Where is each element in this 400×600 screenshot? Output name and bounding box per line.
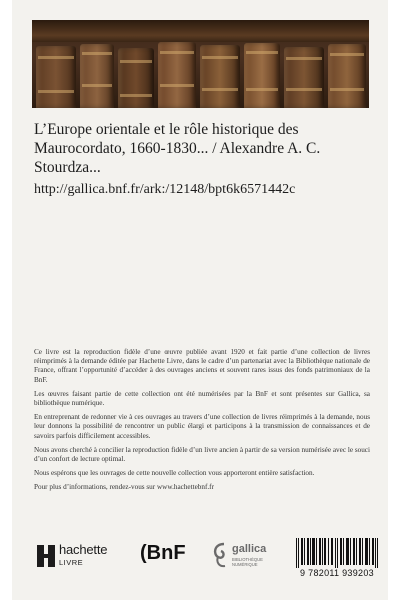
hachette-mark-icon bbox=[36, 544, 56, 568]
book-spine bbox=[158, 42, 196, 108]
hachette-sub: LIVRE bbox=[59, 558, 84, 567]
back-cover bbox=[12, 0, 388, 600]
book-spine bbox=[36, 46, 76, 108]
shelf-top bbox=[32, 20, 369, 42]
hachette-livre-logo bbox=[36, 542, 116, 572]
gallica-swirl-icon bbox=[210, 540, 230, 570]
isbn-number: 9 782011 939203 bbox=[300, 568, 374, 578]
paragraph: Les œuvres faisant partie de cette collection ont été numérisées par la BnF et sont présentes sur Gallica, sa bibliothèque numérique. bbox=[34, 389, 370, 408]
gallica-word: gallica bbox=[232, 543, 267, 555]
book-spine bbox=[244, 43, 280, 108]
paragraph: En entreprenant de redonner vie à ces ouvrages au travers d’une collection de livres réimprimés à la demande, nous leur donnons la possibilité de rencontrer un public élargi et participons à la transmission de connaissances et de savoirs parfois difficilement accessibles. bbox=[34, 413, 370, 440]
book-spine bbox=[80, 44, 114, 108]
gallica-sub: BIBLIOTHÈQUE NUMÉRIQUE bbox=[232, 557, 263, 567]
paragraph: Ce livre est la reproduction fidèle d’une œuvre publiée avant 1920 et fait partie d’une collection de livres réimprimés à la demande éditée par Hachette Livre, dans le cadre d’un partenariat avec la Bibliothèque nationale de France, offrant l’opportunité d’accéder à des ouvrages anciens et souvent rares issus des fonds patrimoniaux de la BnF. bbox=[34, 348, 370, 384]
collection-description bbox=[34, 348, 370, 498]
hachette-name: hachette bbox=[59, 542, 108, 557]
bnf-logo: (BnF bbox=[140, 542, 186, 564]
book-spine bbox=[328, 44, 366, 108]
bookshelf-image bbox=[32, 20, 369, 108]
paragraph: Nous espérons que les ouvrages de cette nouvelle collection vous apporteront entière satisfaction. bbox=[34, 469, 315, 478]
publisher-logos bbox=[36, 538, 376, 578]
isbn-barcode bbox=[294, 538, 380, 578]
paragraph: Nous avons cherché à concilier la reproduction fidèle d’un livre ancien à partir de sa version numérisée avec le souci d’un confort de lecture optimal. bbox=[34, 445, 370, 464]
paragraph: Pour plus d’informations, rendez-vous sur www.hachettebnf.fr bbox=[34, 483, 214, 492]
book-title: L’Europe orientale et le rôle historique des Maurocordato, 1660-1830... / Alexandre A. C. Stourdza... bbox=[34, 121, 321, 176]
barcode-bars bbox=[294, 538, 380, 568]
gallica-logo bbox=[210, 540, 270, 574]
gallica-url: http://gallica.bnf.fr/ark:/12148/bpt6k6571442c bbox=[34, 182, 296, 197]
book-spine bbox=[118, 48, 154, 108]
book-spine bbox=[200, 45, 240, 108]
book-spine bbox=[284, 47, 324, 108]
